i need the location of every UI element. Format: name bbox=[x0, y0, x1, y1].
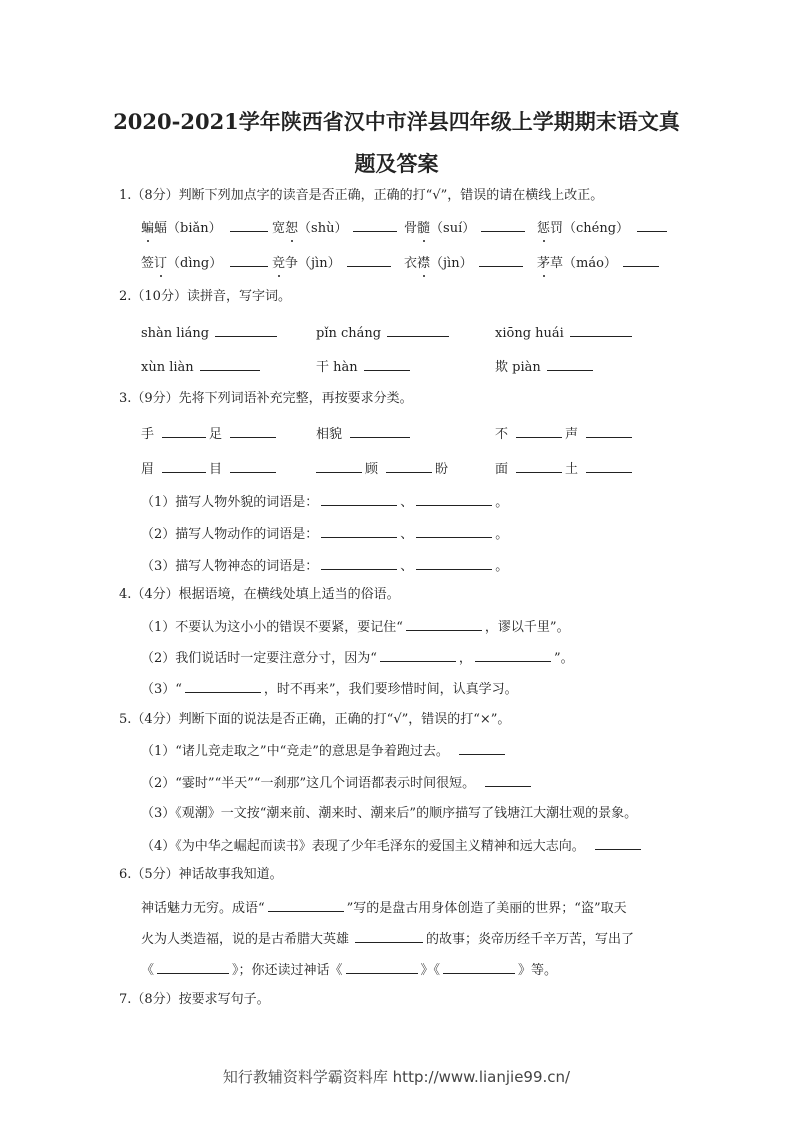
answer-blank[interactable] bbox=[162, 459, 206, 473]
myth-line-2: 火为人类造福，说的是古希腊大英雄 的故事；炎帝历经千辛万苦，写出了 bbox=[141, 929, 634, 949]
judge-line-2: （2）“霎时”“半天”“一刹那”这几个词语都表示时间很短。 bbox=[141, 773, 534, 793]
judge-line-4: （4）《为中华之崛起而读书》表现了少年毛泽东的爱国主义精神和远大志向。 bbox=[141, 836, 644, 856]
answer-blank[interactable] bbox=[623, 253, 659, 267]
question-1-row-1-item-4: 惩罚（chéng） bbox=[537, 218, 670, 238]
answer-blank[interactable] bbox=[387, 323, 449, 337]
answer-blank[interactable] bbox=[416, 556, 492, 570]
dotted-char: 惩 bbox=[537, 221, 551, 236]
answer-blank[interactable] bbox=[230, 253, 268, 267]
judge-line-3: （3）《观潮》一文按“潮来前、潮来时、潮来后”的顺序描写了钱塘江大潮壮观的景象。 bbox=[141, 806, 638, 821]
dotted-char: 恕 bbox=[285, 221, 299, 236]
idiom-item: 顾 盼 bbox=[316, 459, 448, 479]
answer-blank[interactable] bbox=[321, 556, 397, 570]
question-1-row-2-item-4: 茅草（máo） bbox=[537, 253, 662, 273]
myth-line-3: 《 》；你还读过神话《 》《 》等。 bbox=[141, 960, 557, 980]
answer-blank[interactable] bbox=[443, 960, 515, 974]
judge-line-1: （1）“诸儿竞走取之”中“竞走”的意思是争着跑过去。 bbox=[141, 741, 508, 761]
question-1-row-2-item-2: 竞争（jìn） bbox=[272, 253, 394, 273]
pinyin-item: xiōng huái bbox=[495, 323, 635, 343]
answer-blank[interactable] bbox=[230, 459, 276, 473]
answer-blank[interactable] bbox=[355, 929, 423, 943]
answer-blank[interactable] bbox=[516, 424, 562, 438]
answer-blank[interactable] bbox=[200, 357, 260, 371]
answer-blank[interactable] bbox=[347, 253, 391, 267]
classify-line-2: （2）描写人物动作的词语是： 、 。 bbox=[141, 524, 508, 544]
answer-blank[interactable] bbox=[570, 323, 632, 337]
answer-blank[interactable] bbox=[595, 836, 641, 850]
question-4-stem: 4.（4分）根据语境，在横线处填上适当的俗语。 bbox=[119, 587, 400, 602]
question-1-row-2: 签订（dìng） bbox=[141, 253, 271, 273]
answer-blank[interactable] bbox=[364, 357, 410, 371]
pinyin-item: 欺 piàn bbox=[495, 357, 596, 377]
idiom-item: 相貌 bbox=[316, 424, 413, 444]
question-7-stem: 7.（8分）按要求写句子。 bbox=[119, 992, 270, 1007]
dotted-char: 订 bbox=[154, 256, 168, 271]
answer-blank[interactable] bbox=[162, 424, 206, 438]
answer-blank[interactable] bbox=[346, 960, 418, 974]
myth-line-1: 神话魅力无穷。成语“ ”写的是盘古用身体创造了美丽的世界；“盗”取天 bbox=[141, 898, 627, 918]
answer-blank[interactable] bbox=[481, 218, 525, 232]
answer-blank[interactable] bbox=[406, 617, 482, 631]
question-3-stem: 3.（9分）先将下列词语补充完整，再按要求分类。 bbox=[119, 391, 413, 406]
answer-blank[interactable] bbox=[386, 459, 432, 473]
answer-blank[interactable] bbox=[230, 218, 268, 232]
question-1-row-1: 蝙蝠（biǎn） bbox=[141, 218, 271, 238]
question-2-stem: 2.（10分）读拼音，写字词。 bbox=[119, 289, 291, 304]
answer-blank[interactable] bbox=[316, 459, 362, 473]
question-6-stem: 6.（5分）神话故事我知道。 bbox=[119, 867, 283, 882]
answer-blank[interactable] bbox=[350, 424, 410, 438]
answer-blank[interactable] bbox=[215, 323, 277, 337]
answer-blank[interactable] bbox=[185, 679, 261, 693]
pinyin-item: 干 hàn bbox=[316, 357, 413, 377]
pinyin-item: xùn liàn bbox=[141, 357, 263, 377]
answer-blank[interactable] bbox=[547, 357, 593, 371]
answer-blank[interactable] bbox=[586, 424, 632, 438]
answer-blank[interactable] bbox=[416, 524, 492, 538]
question-1-row-1-item-2: 宽恕（shù） bbox=[272, 218, 400, 238]
answer-blank[interactable] bbox=[230, 424, 276, 438]
page-title-line1: 2020-2021学年陕西省汉中市洋县四年级上学期期末语文真 bbox=[113, 109, 680, 134]
answer-blank[interactable] bbox=[637, 218, 667, 232]
question-1-row-1-item-3: 骨髓（suí） bbox=[404, 218, 528, 238]
answer-blank[interactable] bbox=[516, 459, 562, 473]
classify-line-3: （3）描写人物神态的词语是： 、 。 bbox=[141, 556, 508, 576]
idiom-item: 手 足 bbox=[141, 424, 279, 444]
answer-blank[interactable] bbox=[380, 648, 456, 662]
footer-watermark: 知行教辅资料学霸资料库 http://www.lianjie99.cn/ bbox=[222, 1068, 571, 1086]
answer-blank[interactable] bbox=[459, 741, 505, 755]
answer-blank[interactable] bbox=[157, 960, 229, 974]
classify-line-1: （1）描写人物外貌的词语是： 、 。 bbox=[141, 492, 508, 512]
proverb-line-1: （1）不要认为这小小的错误不要紧，要记住“ ，谬以千里”。 bbox=[141, 617, 570, 637]
dotted-char: 茅 bbox=[537, 256, 551, 271]
answer-blank[interactable] bbox=[479, 253, 523, 267]
answer-blank[interactable] bbox=[586, 459, 632, 473]
dotted-char: 襟 bbox=[417, 256, 431, 271]
answer-blank[interactable] bbox=[353, 218, 397, 232]
pinyin-item: pǐn cháng bbox=[316, 323, 452, 343]
dotted-char: 竞 bbox=[272, 256, 286, 271]
proverb-line-3: （3）“ ，时不再来”，我们要珍惜时间，认真学习。 bbox=[141, 679, 518, 699]
answer-blank[interactable] bbox=[475, 648, 551, 662]
question-1-row-2-item-3: 衣襟（jìn） bbox=[404, 253, 526, 273]
question-1-stem: 1.（8分）判断下列加点字的读音是否正确，正确的打“√”，错误的请在横线上改正。 bbox=[119, 188, 604, 203]
question-5-stem: 5.（4分）判断下面的说法是否正确，正确的打“√”，错误的打“×”。 bbox=[119, 712, 511, 727]
idiom-item: 眉 目 bbox=[141, 459, 279, 479]
proverb-line-2: （2）我们说话时一定要注意分寸，因为“ ， ”。 bbox=[141, 648, 574, 668]
idiom-item: 不 声 bbox=[495, 424, 635, 444]
page-title-line2: 题及答案 bbox=[354, 151, 439, 176]
answer-blank[interactable] bbox=[485, 773, 531, 787]
answer-blank[interactable] bbox=[321, 492, 397, 506]
pinyin-item: shàn liáng bbox=[141, 323, 280, 343]
dotted-char: 髓 bbox=[417, 221, 431, 236]
dotted-char: 蝙 bbox=[141, 221, 155, 236]
idiom-item: 面 土 bbox=[495, 459, 635, 479]
answer-blank[interactable] bbox=[321, 524, 397, 538]
answer-blank[interactable] bbox=[416, 492, 492, 506]
answer-blank[interactable] bbox=[268, 898, 344, 912]
